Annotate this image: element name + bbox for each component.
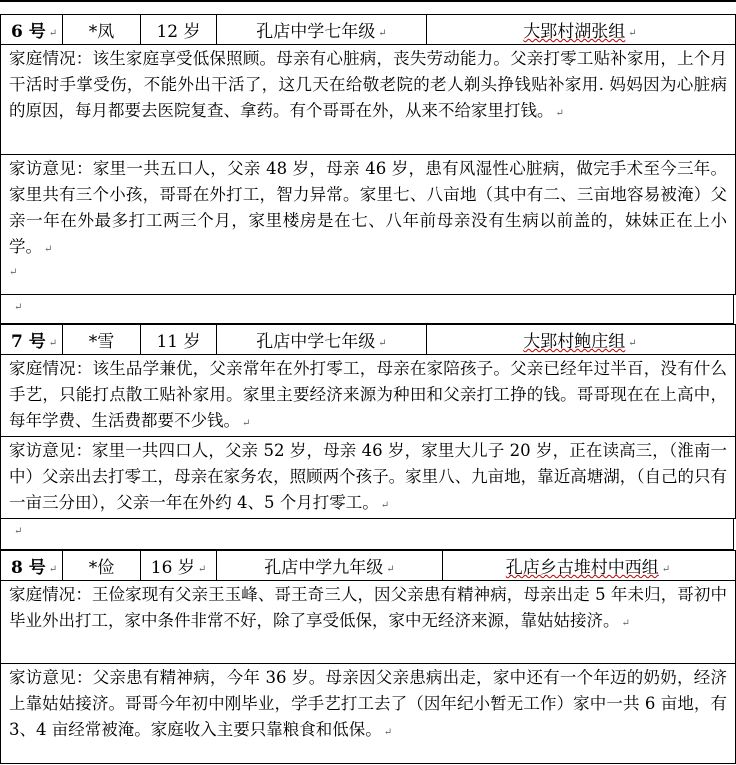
paragraph-mark-icon: ↵ (628, 338, 637, 349)
student-number-cell (1, 551, 63, 580)
student-school-cell (217, 551, 443, 580)
student-number: 8 号 (11, 558, 46, 578)
student-age-cell (141, 551, 217, 580)
student-name-cell (63, 15, 141, 44)
family-situation-text: 家庭情况：该生家庭享受低保照顾。母亲有心脏病，丧失劳动能力。父亲打零工贴补家用，上个月干活时手掌受伤，不能外出干活了，这几天在给敬老院的老人剃头挣钱贴补家用. 妈妈因为心脏病的原因，每月都要去医院复查、拿药。有个哥哥在外，从来不给家里打钱。 (9, 49, 727, 120)
student-number: 6 号 (11, 22, 46, 42)
spacer-row (0, 294, 734, 324)
home-visit-opinion (1, 664, 735, 764)
student-number-cell (1, 15, 63, 44)
home-visit-opinion (1, 437, 735, 519)
student-name-cell (63, 325, 141, 354)
family-situation (1, 45, 735, 155)
paragraph-mark-icon: ↵ (378, 28, 387, 39)
student-address-cell (427, 15, 733, 44)
student-age-cell (141, 15, 217, 44)
paragraph-mark-icon: ↵ (44, 244, 53, 255)
student-age: 16 岁 (150, 558, 195, 578)
student-address: 孔店乡古堆村中西组 (505, 558, 659, 578)
student-number-cell (1, 325, 63, 354)
student-school: 孔店中学七年级 (256, 332, 376, 352)
paragraph-mark-icon: ↵ (380, 500, 390, 511)
paragraph-mark-icon: ↵ (48, 338, 58, 349)
record-header-row (1, 550, 735, 581)
student-name: *俭 (88, 558, 115, 578)
family-situation (1, 355, 735, 437)
paragraph-mark-icon: ↵ (9, 267, 18, 278)
paragraph-mark-icon: ↵ (555, 108, 564, 119)
student-number: 7 号 (11, 332, 46, 352)
student-name: *雪 (88, 332, 115, 352)
student-record (0, 550, 736, 764)
top-rule (0, 0, 736, 2)
student-address-cell (427, 325, 733, 354)
paragraph-mark-icon: ↵ (14, 302, 23, 313)
student-age: 12 岁 (156, 22, 201, 42)
record-header-row (1, 14, 735, 45)
home-visit-text: 家访意见：家里一共五口人，父亲 48 岁，母亲 46 岁，患有风湿性心脏病，做完手术至今三年。家里共有三个小孩，哥哥在外打工，智力异常。家里七、八亩地（其中有二、三亩地容易被淹）父亲一年在外最多打工两三个月，家里楼房是在七、八年前母亲没有生病以前盖的，妹妹正在上小学。 (9, 159, 727, 256)
family-situation (1, 581, 735, 664)
student-address-cell (443, 551, 733, 580)
student-record (0, 324, 736, 519)
home-visit-opinion (1, 155, 735, 295)
paragraph-mark-icon: ↵ (197, 564, 207, 575)
family-situation-text: 家庭情况：该生品学兼优，父亲常年在外打零工，母亲在家陪孩子。父亲已经年过半百，没有什么手艺，只能打点散工贴补家用。家里主要经济来源为种田和父亲打工挣的钱。哥哥现在在上高中，每年学费、生活费都要不少钱。 (9, 359, 727, 430)
student-school: 孔店中学九年级 (264, 558, 384, 578)
student-address: 大郢村湖张组 (523, 22, 626, 42)
paragraph-mark-icon: ↵ (48, 564, 58, 575)
student-address: 大郢村鲍庄组 (523, 332, 626, 352)
student-age-cell (141, 325, 217, 354)
paragraph-mark-icon: ↵ (661, 564, 671, 575)
paragraph-mark-icon: ↵ (14, 526, 23, 537)
paragraph-mark-icon: ↵ (242, 418, 251, 429)
paragraph-mark-icon: ↵ (628, 28, 637, 39)
paragraph-mark-icon: ↵ (378, 338, 387, 349)
student-name: *凤 (88, 22, 115, 42)
student-age: 11 岁 (156, 332, 201, 352)
spacer-row (0, 518, 734, 550)
home-visit-text: 家访意见：家里一共四口人，父亲 52 岁，母亲 46 岁，家里大儿子 20 岁，正在读高三，（淮南一中）父亲出去打零工，母亲在家务农，照顾两个孩子。家里八、九亩地，靠近高塘湖，（自己的只有一亩三分田），父亲一年在外约 4、5 个月打零工。 (9, 441, 727, 512)
record-header-row (1, 324, 735, 355)
student-school-cell (217, 15, 427, 44)
paragraph-mark-icon: ↵ (386, 564, 395, 575)
student-school-cell (217, 325, 427, 354)
student-school: 孔店中学七年级 (256, 22, 376, 42)
paragraph-mark-icon: ↵ (48, 28, 58, 39)
paragraph-mark-icon: ↵ (383, 727, 393, 738)
student-record (0, 14, 736, 295)
family-situation-text: 家庭情况：王俭家现有父亲王玉峰、哥王奇三人，因父亲患有精神病，母亲出走 5 年未归，哥初中毕业外出打工，家中条件非常不好，除了享受低保，家中无经济来源，靠姑姑接济。 (9, 585, 727, 630)
paragraph-mark-icon: ↵ (621, 618, 630, 629)
student-name-cell (63, 551, 141, 580)
home-visit-text: 家访意见：父亲患有精神病，今年 36 岁。母亲因父亲患病出走，家中还有一个年迈的奶奶，经济上靠姑姑接济。哥哥今年初中刚毕业，学手艺打工去了（因年纪小暂无工作）家中一共 6 亩地，有 3、4 亩经常被淹。家庭收入主要只靠粮食和低保。 (9, 668, 727, 739)
